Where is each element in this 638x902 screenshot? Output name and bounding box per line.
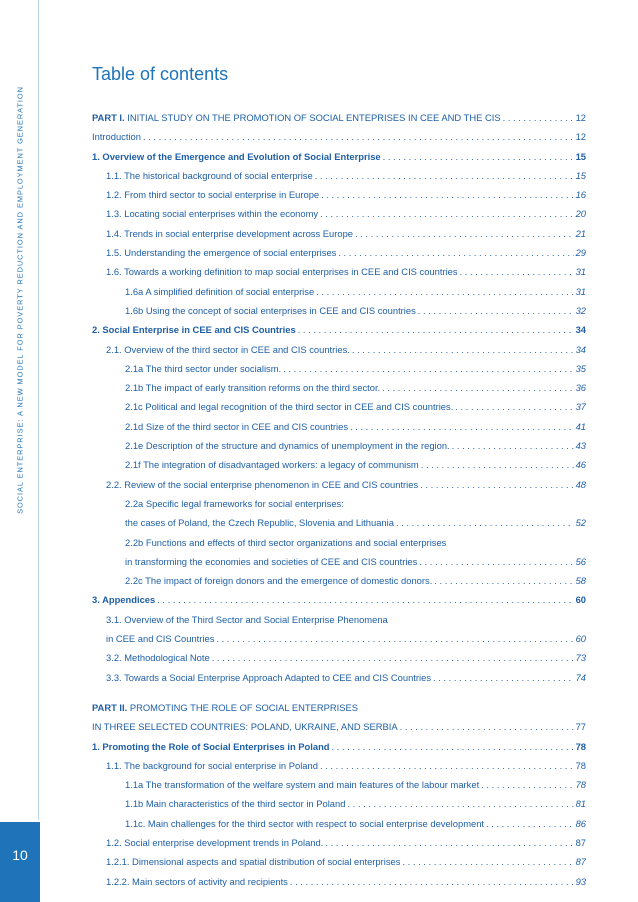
toc-entry[interactable] (92, 401, 586, 420)
toc-entry[interactable] (92, 818, 586, 837)
dot-leader (143, 131, 574, 142)
toc-entry[interactable] (92, 721, 586, 740)
sidebar-divider (38, 0, 39, 820)
toc-entry-title: in transforming the economies and societies of CEE and CIS countries (125, 555, 418, 567)
toc-entry-title: 3.1. Overview of the Third Sector and Social Enterprise Phenomena (106, 613, 388, 625)
dot-leader (503, 112, 574, 123)
toc-entry[interactable] (92, 837, 586, 856)
toc-page-number: 93 (575, 875, 586, 887)
dot-leader (316, 286, 573, 297)
toc-entry-title: IN THREE SELECTED COUNTRIES: POLAND, UKRAINE, AND SERBIA (92, 721, 398, 733)
toc-page-number: 12 (575, 112, 586, 123)
toc-page-number: 46 (575, 459, 586, 471)
section-gap (92, 691, 586, 702)
toc-entry-title: 1.1c. Main challenges for the third sector with respect to social enterprise development (125, 817, 485, 829)
part-title: PROMOTING THE ROLE OF SOCIAL ENTERPRISES (127, 701, 359, 713)
toc-page-number: 78 (575, 779, 586, 791)
dot-leader (455, 401, 573, 412)
toc-entry-title: 1.1. The historical background of social enterprise (106, 169, 313, 181)
toc-entry-title: 2.1f The integration of disadvantaged workers: a legacy of communism (125, 459, 419, 471)
part-title: INITIAL STUDY ON THE PROMOTION OF SOCIAL ENTEPRISES IN CEE AND THE CIS (124, 112, 501, 123)
toc-entry[interactable] (92, 344, 586, 363)
dot-leader (396, 517, 574, 528)
dot-leader (481, 779, 573, 790)
dot-leader (298, 324, 574, 335)
toc-entry[interactable] (92, 594, 586, 613)
dot-leader (315, 170, 574, 181)
toc-entry-title: 1.6. Towards a working definition to map social enterprises in CEE and CIS countries (106, 266, 458, 278)
toc-entry-title: 1.1b Main characteristics of the third sector in Poland (125, 798, 346, 810)
toc-page-number: 48 (575, 478, 586, 490)
toc-entry[interactable] (92, 131, 586, 150)
toc-page-number: 31 (575, 285, 586, 297)
part-label: PART I. (92, 112, 125, 123)
toc-entry-title: 1.2.1. Dimensional aspects and spatial distribution of social enterprises (106, 856, 401, 868)
toc-entry[interactable] (92, 876, 586, 895)
toc-page-number: 74 (575, 671, 586, 683)
toc-entry-title: 1.3. Locating social enterprises within the economy (106, 208, 319, 220)
toc-entry[interactable] (92, 189, 586, 208)
toc-entry[interactable] (92, 760, 586, 779)
toc-page-number: 15 (575, 169, 586, 181)
toc-entry-title: 1. Promoting the Role of Social Enterprises in Poland (92, 740, 330, 752)
toc-page-number: 77 (575, 721, 586, 733)
toc-page-number: 37 (575, 401, 586, 413)
toc-entry-title: 1.4. Trends in social enterprise development across Europe (106, 227, 354, 239)
dot-leader (486, 818, 574, 829)
toc-entry-title: Introduction (92, 131, 141, 143)
dot-leader (320, 208, 573, 219)
toc-entry-title: 2.1c Political and legal recognition of the third sector in CEE and CIS countries. (125, 401, 454, 413)
toc-entry[interactable] (92, 170, 586, 189)
toc-page-number: 73 (575, 652, 586, 664)
toc-entry-title: 2.1a The third sector under socialism. (125, 362, 282, 374)
toc-page-number: 34 (575, 324, 586, 336)
toc-entry[interactable] (92, 228, 586, 247)
toc-entry-title: 1.1. The background for social enterprise in Poland (106, 759, 318, 771)
toc-entry[interactable] (92, 498, 586, 517)
toc-page-number: 20 (575, 208, 586, 220)
dot-leader (352, 344, 574, 355)
dot-leader (216, 633, 573, 644)
toc-page-number: 12 (575, 131, 586, 143)
toc-entry-title: 2.1b The impact of early transition reforms on the third sector. (125, 382, 381, 394)
toc-entry[interactable] (92, 575, 586, 594)
toc-entry[interactable] (92, 286, 586, 305)
toc-entry-title: 1.6b Using the concept of social enterprises in CEE and CIS countries (125, 304, 416, 316)
toc-page-number: 86 (575, 817, 586, 829)
dot-leader (347, 798, 573, 809)
dot-leader (418, 305, 574, 316)
toc-entry-title: 1. Overview of the Emergence and Evolution of Social Enterprise (92, 150, 381, 162)
toc-page-number: 87 (575, 856, 586, 868)
toc-entry[interactable] (92, 614, 586, 633)
toc-entry[interactable] (92, 421, 586, 440)
toc-entry[interactable] (92, 517, 586, 536)
dot-leader (420, 479, 573, 490)
toc-entry[interactable] (92, 324, 586, 343)
dot-leader (383, 151, 574, 162)
dot-leader (382, 382, 573, 393)
toc-entry-title: 2.2. Review of the social enterprise phenomenon in CEE and CIS countries (106, 478, 419, 490)
dot-leader (321, 189, 573, 200)
toc-entry-title: 1.2. Social enterprise development trends in Poland. (106, 836, 324, 848)
table-of-contents (92, 112, 586, 895)
toc-page-number: 43 (575, 440, 586, 452)
toc-entry[interactable] (92, 672, 586, 691)
toc-entry[interactable] (92, 382, 586, 401)
toc-entry-title: 2. Social Enterprise in CEE and CIS Countries (92, 324, 296, 336)
toc-page-number: 15 (575, 150, 586, 162)
dot-leader (350, 421, 574, 432)
toc-page-number: 78 (575, 740, 586, 752)
dot-leader (434, 575, 573, 586)
toc-page-number: 16 (575, 189, 586, 201)
running-title-text: SOCIAL ENTERPRISE: A NEW MODEL FOR POVERTY REDUCTION AND EMPLOYMENT GENERATION (15, 86, 25, 514)
toc-entry[interactable] (92, 305, 586, 324)
toc-entry-title: the cases of Poland, the Czech Republic, Slovenia and Lithuania (125, 517, 394, 529)
toc-page-number: 60 (575, 594, 586, 606)
dot-leader (460, 266, 574, 277)
toc-page-number: 81 (575, 798, 586, 810)
toc-entry-title: 2.2a Specific legal frameworks for social enterprises: (125, 497, 344, 509)
toc-entry-title: 3. Appendices (92, 594, 156, 606)
toc-entry-title: in CEE and CIS Countries (106, 633, 215, 645)
toc-entry[interactable] (92, 459, 586, 478)
toc-entry[interactable] (92, 112, 586, 131)
dot-leader (332, 741, 574, 752)
dot-leader (433, 672, 574, 683)
toc-entry[interactable] (92, 363, 586, 382)
toc-entry-title: 1.1a The transformation of the welfare system and main features of the labour market (125, 779, 480, 791)
toc-entry-title: 2.1e Description of the structure and dynamics of unemployment in the region. (125, 440, 450, 452)
toc-entry[interactable] (92, 266, 586, 285)
toc-page-number: 36 (575, 382, 586, 394)
dot-leader (157, 594, 573, 605)
toc-entry[interactable] (92, 440, 586, 459)
toc-entry[interactable] (92, 247, 586, 266)
toc-entry-title: 2.1d Size of the third sector in CEE and CIS countries (125, 420, 349, 432)
toc-page-number: 29 (575, 247, 586, 259)
toc-entry[interactable] (92, 779, 586, 798)
toc-page-number: 52 (575, 517, 586, 529)
toc-entry[interactable] (92, 556, 586, 575)
dot-leader (421, 459, 574, 470)
toc-entry-title: 2.2b Functions and effects of third sector organizations and social enterprises (125, 536, 447, 548)
toc-entry-title: 3.2. Methodological Note (106, 652, 210, 664)
dot-leader (452, 440, 574, 451)
toc-page-number: 78 (575, 759, 586, 771)
toc-entry-title: 1.2.2. Main sectors of activity and recipients (106, 875, 288, 887)
page-title: Table of contents (92, 64, 229, 84)
toc-entry-title: 2.1. Overview of the third sector in CEE and CIS countries. (106, 343, 350, 355)
toc-entry[interactable] (92, 652, 586, 671)
toc-page-number: 56 (575, 555, 586, 567)
dot-leader (283, 363, 573, 374)
dot-leader (400, 721, 574, 732)
toc-entry-title (92, 702, 358, 713)
toc-entry-title: 1.5. Understanding the emergence of social enterprises (106, 247, 337, 259)
toc-page-number: 35 (575, 362, 586, 374)
toc-page-number: 87 (575, 836, 586, 848)
toc-entry[interactable] (92, 702, 586, 721)
toc-entry[interactable] (92, 537, 586, 556)
dot-leader (290, 876, 574, 887)
toc-page-number: 21 (575, 227, 586, 239)
toc-entry-title: 1.6a A simplified definition of social enterprise (125, 285, 315, 297)
toc-entry[interactable] (92, 208, 586, 227)
toc-entry[interactable] (92, 151, 586, 170)
toc-entry[interactable] (92, 741, 586, 760)
toc-page-number: 34 (575, 343, 586, 355)
toc-page-number: 31 (575, 266, 586, 278)
dot-leader (320, 760, 574, 771)
dot-leader (338, 247, 573, 258)
dot-leader (325, 837, 573, 848)
dot-leader (355, 228, 574, 239)
toc-entry[interactable] (92, 633, 586, 652)
dot-leader (419, 556, 573, 567)
dot-leader (212, 652, 574, 663)
dot-leader (402, 856, 573, 867)
toc-entry-title: 3.3. Towards a Social Enterprise Approach Adapted to CEE and CIS Countries (106, 671, 432, 683)
toc-entry[interactable] (92, 856, 586, 875)
toc-entry-title (92, 112, 501, 123)
toc-entry-title: 1.2. From third sector to social enterprise in Europe (106, 189, 320, 201)
toc-page-number: 41 (575, 420, 586, 432)
toc-entry[interactable] (92, 479, 586, 498)
sidebar (0, 0, 40, 902)
toc-page-number: 32 (575, 304, 586, 316)
toc-entry-title: 2.2c The impact of foreign donors and the emergence of domestic donors. (125, 575, 433, 587)
part-label: PART II. (92, 701, 128, 713)
toc-page-number: 60 (575, 633, 586, 645)
page-number: 10 (12, 847, 28, 863)
toc-page-number: 58 (575, 575, 586, 587)
toc-entry[interactable] (92, 798, 586, 817)
